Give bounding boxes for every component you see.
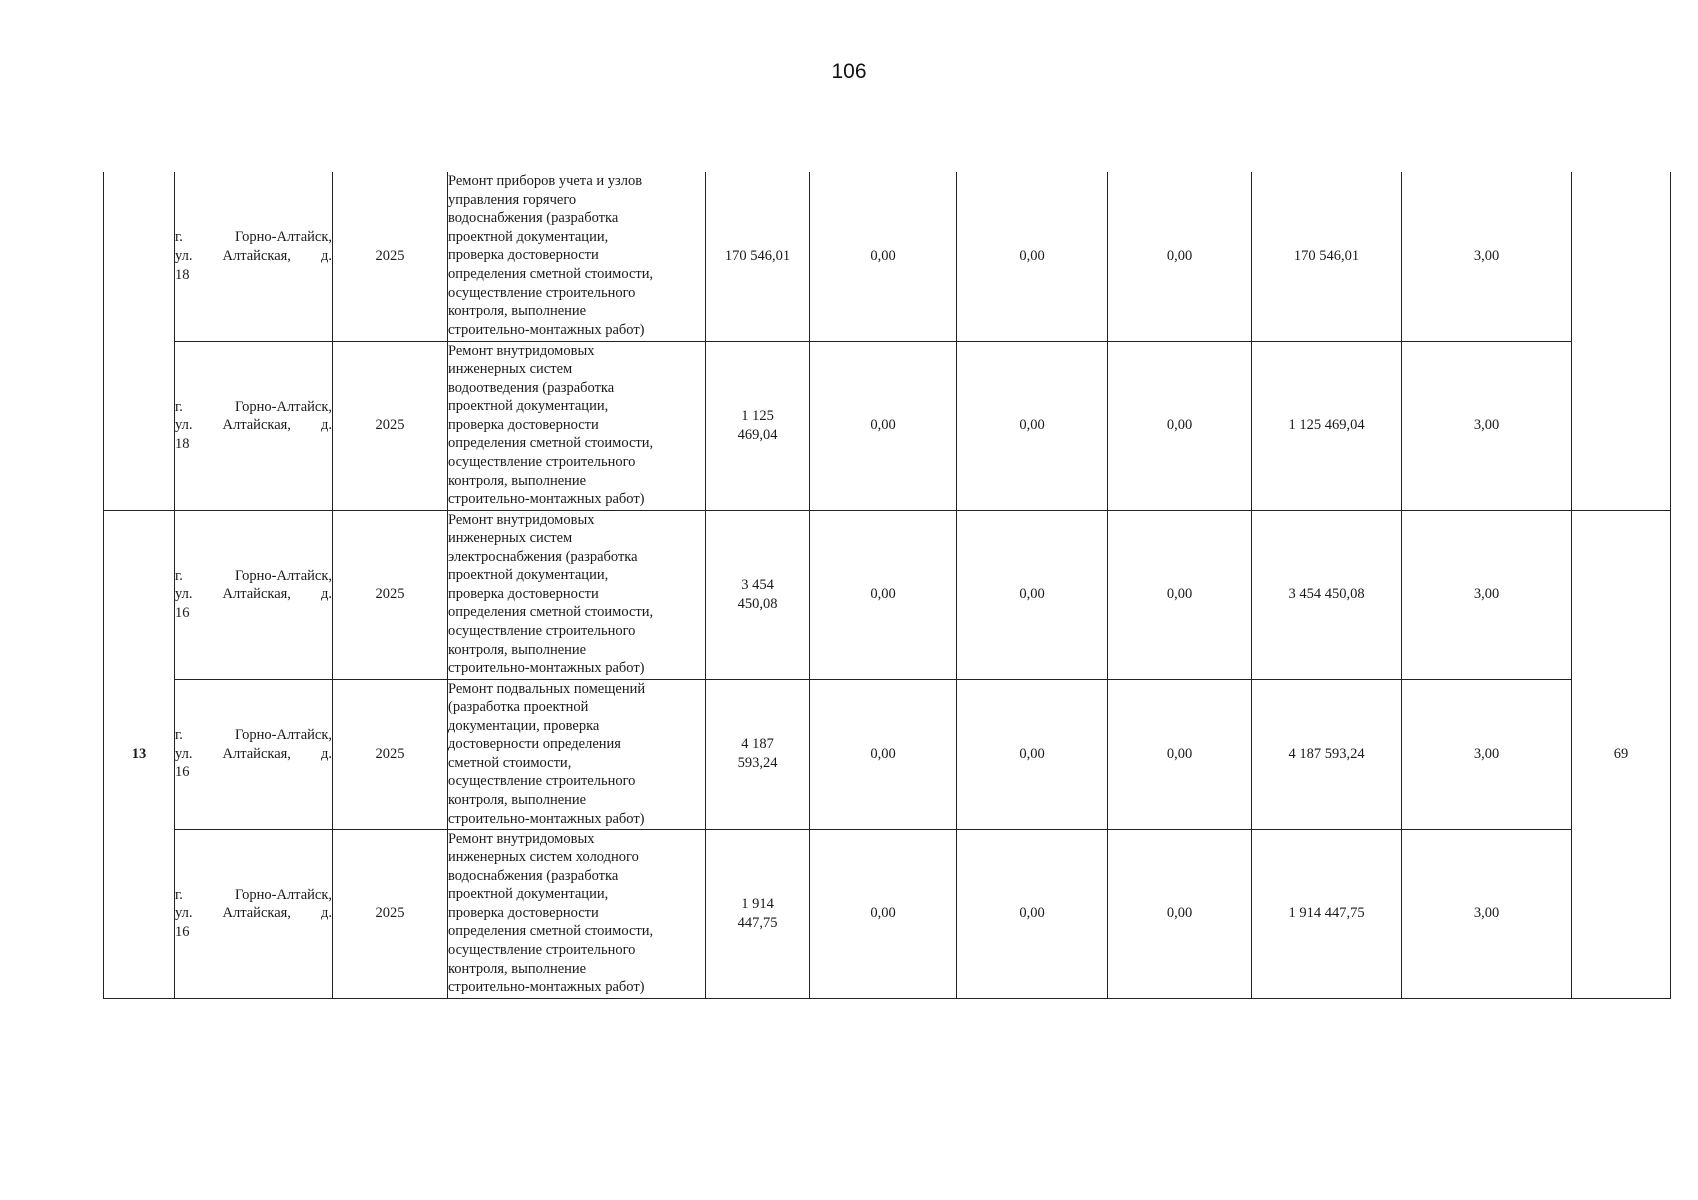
value-cell: 0,00 [1108,341,1252,510]
address-cell: г. Горно-Алтайск, ул. Алтайская, д. 16 [175,829,333,998]
work-description-cell: Ремонт внутридомовых инженерных систем холодного водоснабжения (разработка проектной документации, проверка достоверности определения сметной стоимости, осуществление строительного контроля, выполнение строительно-монтажных работ) [448,829,706,998]
page-number: 106 [831,60,867,83]
value-cell: 0,00 [810,341,957,510]
work-description-cell: Ремонт подвальных помещений (разработка проектной документации, проверка достоверности определения сметной стоимости, осуществление строительного контроля, выполнение строительно-монтажных работ) [448,679,706,829]
rate-cell: 3,00 [1402,172,1572,341]
total-cell: 4 187 593,24 [1252,679,1402,829]
value-cell: 0,00 [957,172,1108,341]
table-row [104,172,1671,341]
value-cell: 0,00 [810,172,957,341]
value-cell: 0,00 [1108,829,1252,998]
year-cell: 2025 [333,829,448,998]
value-cell: 0,00 [810,679,957,829]
table-row [104,679,1671,829]
work-description-cell: Ремонт внутридомовых инженерных систем водоотведения (разработка проектной документации, проверка достоверности определения сметной стоимости, осуществление строительного контроля, выполнение строительно-монтажных работ) [448,341,706,510]
group-id-cell: 13 [104,510,175,998]
value-cell: 0,00 [957,679,1108,829]
cost-cell: 4 187 593,24 [706,679,810,829]
prev-group-value-cell [1572,172,1671,510]
table-row [104,510,1671,679]
total-cell: 170 546,01 [1252,172,1402,341]
value-cell: 0,00 [957,829,1108,998]
address-cell: г. Горно-Алтайск, ул. Алтайская, д. 16 [175,510,333,679]
table-row [104,829,1671,998]
year-cell: 2025 [333,172,448,341]
work-description-cell: Ремонт внутридомовых инженерных систем электроснабжения (разработка проектной документации, проверка достоверности определения сметной стоимости, осуществление строительного контроля, выполнение строительно-монтажных работ) [448,510,706,679]
cost-cell: 1 914 447,75 [706,829,810,998]
address-cell: г. Горно-Алтайск, ул. Алтайская, д. 18 [175,341,333,510]
rate-cell: 3,00 [1402,341,1572,510]
value-cell: 0,00 [810,829,957,998]
total-cell: 1 914 447,75 [1252,829,1402,998]
table-row [104,341,1671,510]
group-value-cell: 69 [1572,510,1671,998]
address-cell: г. Горно-Алтайск, ул. Алтайская, д. 16 [175,679,333,829]
rate-cell: 3,00 [1402,829,1572,998]
year-cell: 2025 [333,510,448,679]
prev-group-id-cell [104,172,175,510]
year-cell: 2025 [333,341,448,510]
value-cell: 0,00 [957,510,1108,679]
year-cell: 2025 [333,679,448,829]
rate-cell: 3,00 [1402,679,1572,829]
address-cell: г. Горно-Алтайск, ул. Алтайская, д. 18 [175,172,333,341]
cost-cell: 170 546,01 [706,172,810,341]
value-cell: 0,00 [1108,172,1252,341]
cost-cell: 1 125 469,04 [706,341,810,510]
value-cell: 0,00 [810,510,957,679]
total-cell: 3 454 450,08 [1252,510,1402,679]
rate-cell: 3,00 [1402,510,1572,679]
value-cell: 0,00 [1108,679,1252,829]
value-cell: 0,00 [957,341,1108,510]
repair-schedule-table [103,172,1671,999]
cost-cell: 3 454 450,08 [706,510,810,679]
work-description-cell: Ремонт приборов учета и узлов управления горячего водоснабжения (разработка проектной документации, проверка достоверности определения сметной стоимости, осуществление строительного контроля, выполнение строительно-монтажных работ) [448,172,706,341]
total-cell: 1 125 469,04 [1252,341,1402,510]
value-cell: 0,00 [1108,510,1252,679]
